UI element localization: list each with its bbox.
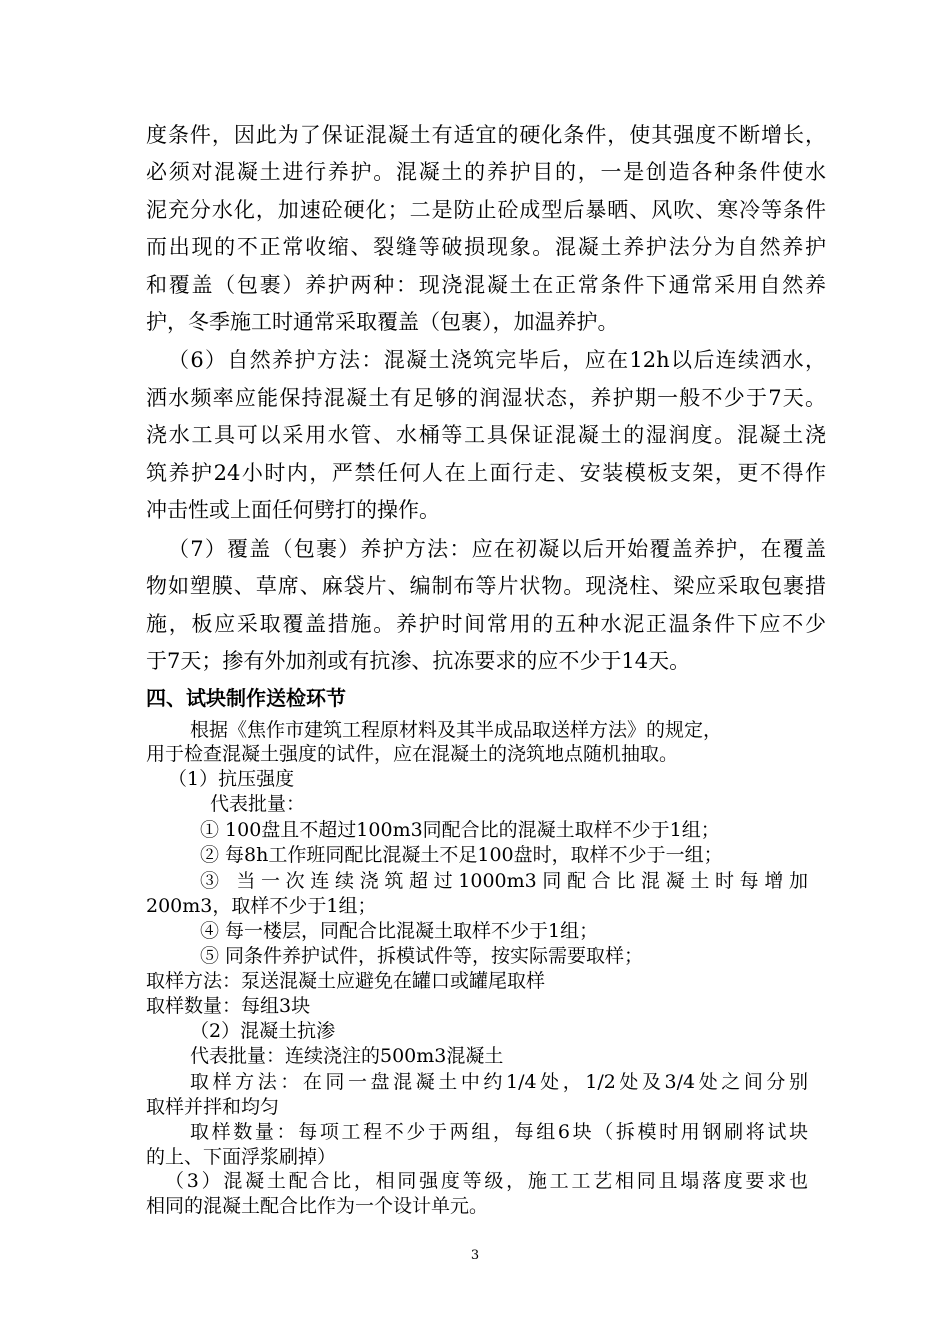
body-line: 度条件，因此为了保证混凝土有适宜的硬化条件，使其强度不断增长， <box>146 123 826 147</box>
body-line: 和覆盖（包裹）养护两种：现浇混凝土在正常条件下通常采用自然养 <box>146 273 826 297</box>
list-item: ③ 当一次连续浇筑超过1000m3同配合比混凝土时每增加 <box>200 870 808 892</box>
body-line: 根据《焦作市建筑工程原材料及其半成品取送样方法》的规定， <box>190 719 723 741</box>
body-line: 洒水频率应能保持混凝土有足够的润湿状态，养护期一般不少于7天。 <box>146 386 826 410</box>
body-line: 护，冬季施工时通常采取覆盖（包裹），加温养护。 <box>146 310 619 334</box>
subheading-compressive: （1）抗压强度 <box>168 768 295 790</box>
page-number: 3 <box>470 1248 480 1263</box>
body-line: 冲击性或上面任何劈打的操作。 <box>146 498 440 522</box>
body-line: 筑养护24小时内，严禁任何人在上面行走、安装模板支架，更不得作 <box>146 461 826 485</box>
list-item: ① 100盘且不超过100m3同配合比的混凝土取样不少于1组； <box>200 819 720 841</box>
list-item: 200m3，取样不少于1组； <box>146 895 377 917</box>
subheading-impermeability: （2）混凝土抗渗 <box>190 1020 336 1042</box>
body-line: 相同的混凝土配合比作为一个设计单元。 <box>146 1195 489 1217</box>
body-line: 物如塑膜、草席、麻袋片、编制布等片状物。现浇柱、梁应采取包裹措 <box>146 574 826 598</box>
body-line: 取样数量：每组3块 <box>146 995 311 1017</box>
section-heading: 四、试块制作送检环节 <box>146 686 346 710</box>
body-line: 的上、下面浮浆刷掉） <box>146 1146 337 1168</box>
body-line: 取样并拌和均匀 <box>146 1096 280 1118</box>
paragraph-7-line: （7）覆盖（包裹）养护方法：应在初凝以后开始覆盖养护，在覆盖 <box>168 537 826 561</box>
body-line: 必须对混凝土进行养护。混凝土的养护目的，一是创造各种条件使水 <box>146 160 826 184</box>
body-line: （3）混凝土配合比，相同强度等级，施工工艺相同且塌落度要求也 <box>165 1170 808 1192</box>
list-item: ④ 每一楼层，同配合比混凝土取样不少于1组； <box>200 920 599 942</box>
body-line: 施，板应采取覆盖措施。养护时间常用的五种水泥正温条件下应不少 <box>146 612 826 636</box>
body-line: 用于检查混凝土强度的试件，应在混凝土的浇筑地点随机抽取。 <box>146 743 679 765</box>
body-line: 取样方法：在同一盘混凝土中约1/4处，1/2处及3/4处之间分别 <box>190 1071 808 1093</box>
body-line: 代表批量：连续浇注的500m3混凝土 <box>190 1045 504 1067</box>
body-line: 浇水工具可以采用水管、水桶等工具保证混凝土的湿润度。混凝土浇 <box>146 423 826 447</box>
body-line: 代表批量： <box>210 793 306 815</box>
body-line: 泥充分水化，加速砼硬化；二是防止砼成型后暴晒、风吹、寒冷等条件 <box>146 198 826 222</box>
body-line: 而出现的不正常收缩、裂缝等破损现象。混凝土养护法分为自然养护 <box>146 235 826 259</box>
body-line: 于7天；掺有外加剂或有抗渗、抗冻要求的应不少于14天。 <box>146 649 691 673</box>
paragraph-6-line: （6）自然养护方法：混凝土浇筑完毕后，应在12h以后连续洒水， <box>168 348 826 372</box>
list-item: ② 每8h工作班同配比混凝土不足100盘时，取样不少于一组； <box>200 844 723 866</box>
body-line: 取样数量：每项工程不少于两组，每组6块（拆模时用钢刷将试块 <box>190 1121 808 1143</box>
body-line: 取样方法：泵送混凝土应避免在罐口或罐尾取样 <box>146 970 546 992</box>
list-item: ⑤ 同条件养护试件，拆模试件等，按实际需要取样； <box>200 945 644 967</box>
